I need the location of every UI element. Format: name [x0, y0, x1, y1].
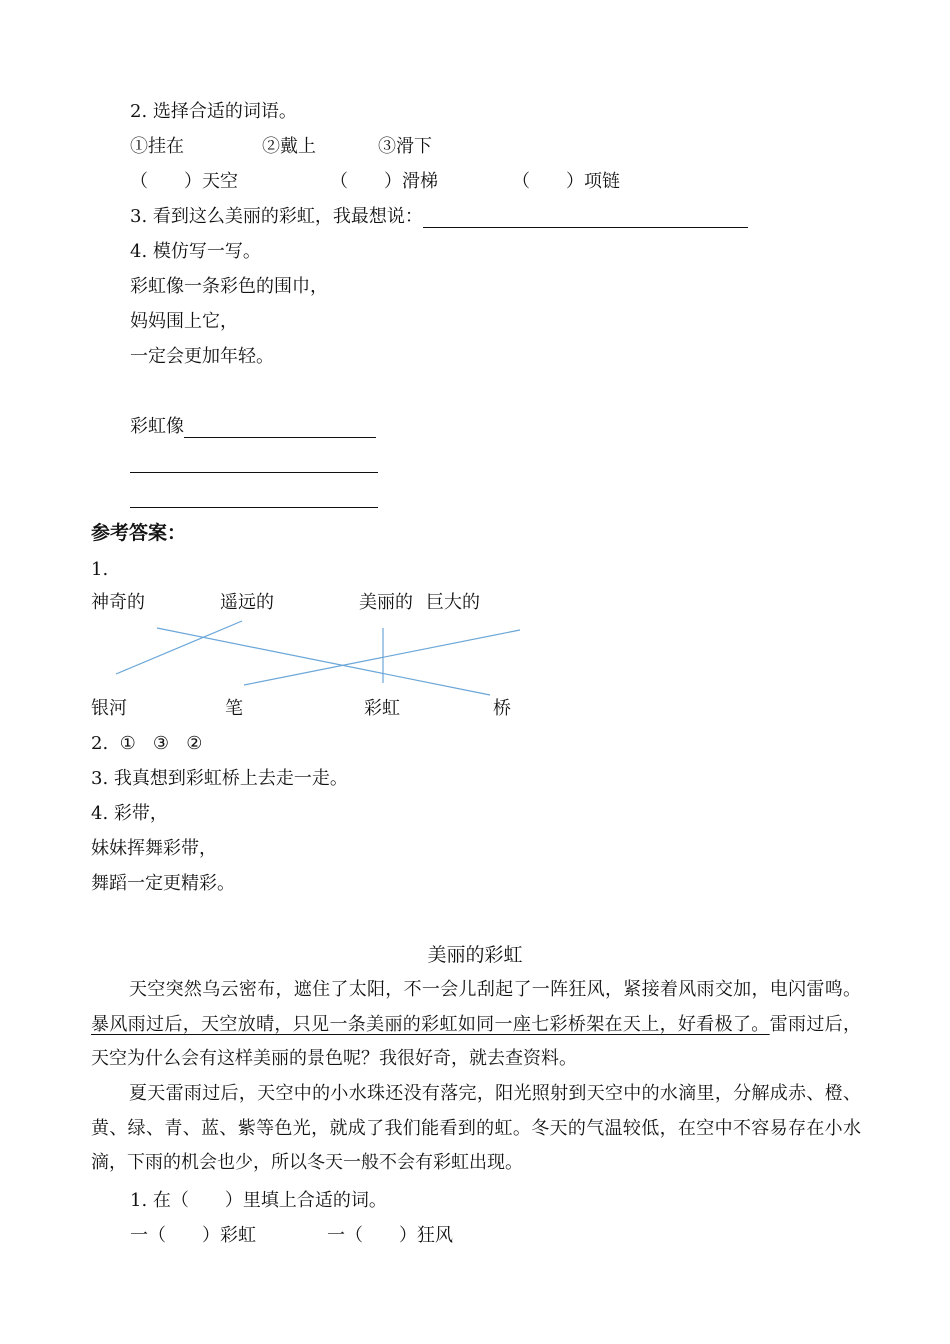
q2-option-2: ②戴上: [262, 136, 316, 157]
passage-q1-blank-1: 一（ ）彩虹: [130, 1225, 256, 1246]
match-line-shenqi-qiao: [157, 628, 490, 695]
answer-4-line-3: 舞蹈一定更精彩。: [91, 873, 235, 894]
passage-paragraph-2: 夏天雷雨过后，天空中的小水珠还没有落完，阳光照射到天空中的水滴里，分解成赤、橙、黄、绿、青、蓝、紫等色光，就成了我们能看到的虹。冬天的气温较低，在空中不容易存在小水滴，下雨的机会也少，所以冬天一般不会有彩虹出现。: [91, 1083, 861, 1173]
match-line-juda-bi: [244, 630, 520, 685]
answer-4-line-1: 4. 彩带，: [91, 803, 168, 824]
bottom-word-4: 桥: [493, 698, 511, 719]
q2-blank-1: （ ）天空: [130, 171, 238, 192]
answers-heading: 参考答案：: [91, 522, 187, 544]
top-word-2: 遥远的: [220, 592, 274, 613]
q2-option-3: ③滑下: [378, 136, 432, 157]
answer-1-label: 1.: [91, 559, 109, 580]
answer-4-line-2: 妹妹挥舞彩带，: [91, 838, 217, 859]
answer-3: 3. 我真想到彩虹桥上去走一走。: [91, 768, 348, 789]
passage-paragraph-1: [91, 973, 861, 1077]
q2-blank-2: （ ）滑梯: [330, 171, 438, 192]
passage-q1: 1. 在（ ）里填上合适的词。: [130, 1190, 387, 1211]
q4-prompt-text: 彩虹像: [130, 416, 184, 437]
q2-option-1: ①挂在: [130, 136, 184, 157]
p1-start: 天空突然乌云密布，遮住了太阳，不一会儿刮起了一阵狂风，紧接着风雨交加，电闪雷鸣。: [129, 979, 861, 1000]
top-word-4: 巨大的: [426, 592, 480, 613]
top-word-3: 美丽的: [359, 592, 413, 613]
match-line-yaoyuan-yinhe: [116, 621, 242, 674]
answer-2: 2. ① ③ ②: [91, 733, 203, 754]
p1-underlined: 暴风雨过后，天空放晴，只见一条美丽的彩虹如同一座七彩桥架在天上，好看极了。: [91, 1013, 770, 1035]
q4-poem-line-1: 彩虹像一条彩色的围巾，: [130, 276, 328, 297]
passage-q1-blank-2: 一（ ）狂风: [327, 1225, 453, 1246]
bottom-word-1: 银河: [91, 698, 127, 719]
q4-poem-line-2: 妈妈围上它，: [130, 311, 238, 332]
passage-title: 美丽的彩虹: [427, 944, 523, 966]
p1-end: 雷雨过后，天空为什么会有这样美丽的景色呢？我很好奇，就去查资料。: [91, 1013, 862, 1069]
q3-text: 3. 看到这么美丽的彩虹，我最想说：: [130, 206, 423, 227]
q2-blank-3: （ ）项链: [512, 171, 620, 192]
q2-title: 2. 选择合适的词语。: [130, 101, 297, 122]
bottom-word-3: 彩虹: [364, 698, 400, 719]
top-word-1: 神奇的: [91, 592, 145, 613]
q4-poem-line-3: 一定会更加年轻。: [130, 346, 274, 367]
bottom-word-2: 笔: [225, 698, 243, 719]
q4-title: 4. 模仿写一写。: [130, 241, 261, 262]
